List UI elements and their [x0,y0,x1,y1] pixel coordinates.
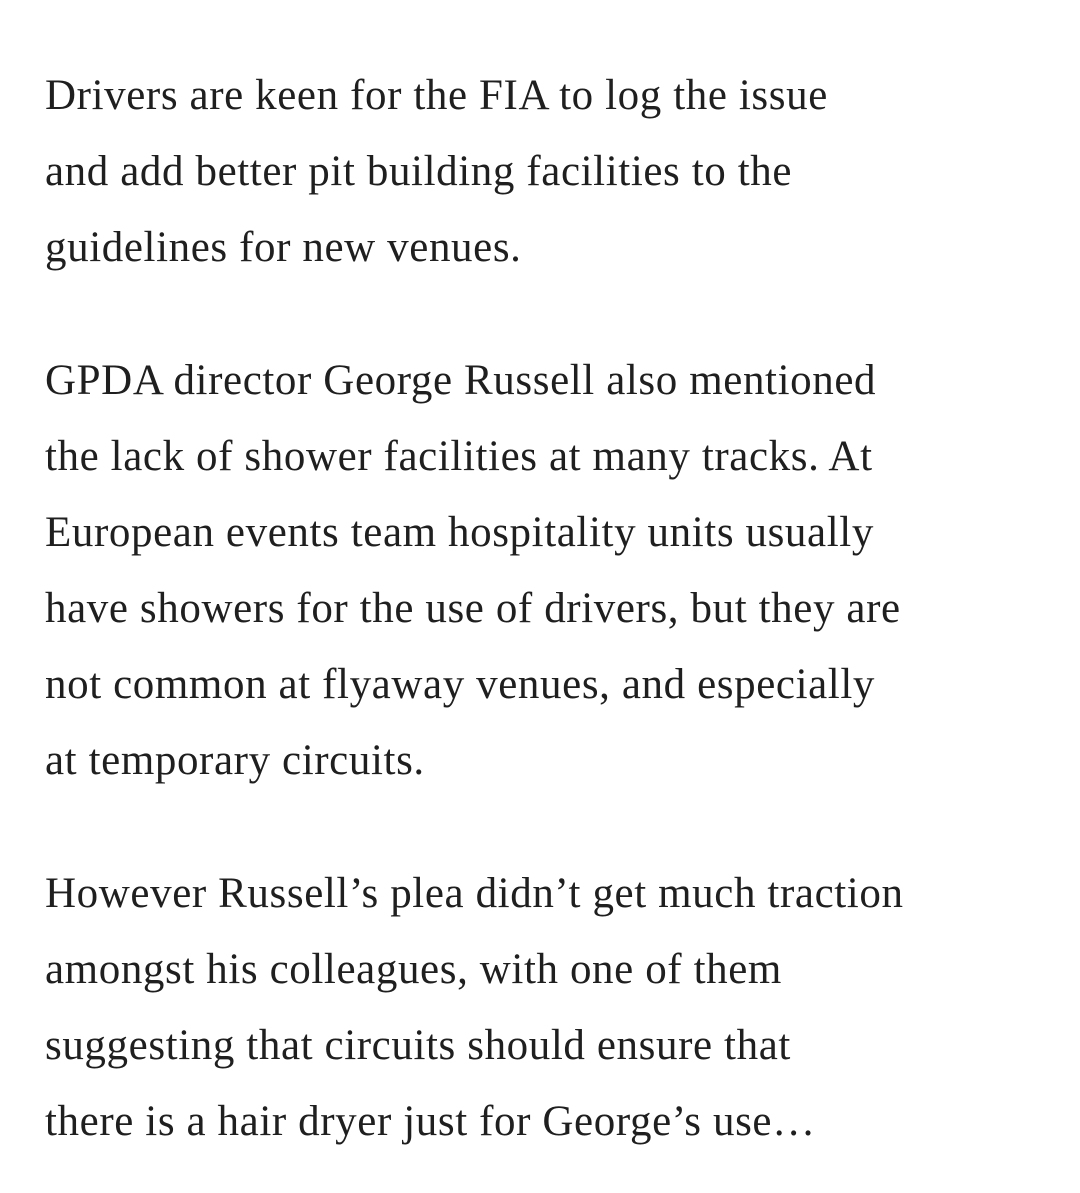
text-line: have showers for the use of drivers, but they are [45,585,901,632]
text-line: there is a hair dryer just for George’s use… [45,1098,816,1145]
text-line: However Russell’s plea didn’t get much traction [45,870,904,917]
text-line: amongst his colleagues, with one of them [45,946,782,993]
paragraph-shower-facilities [45,343,1045,799]
text-line: GPDA director George Russell also mentioned [45,357,877,404]
text-line: European events team hospitality units usually [45,509,874,556]
article-body [45,58,1045,1160]
text-line: and add better pit building facilities to the [45,148,793,195]
paragraph-fia-guidelines [45,58,1045,286]
text-line: the lack of shower facilities at many tracks. At [45,433,873,480]
paragraph-hair-dryer [45,856,1045,1160]
text-line: at temporary circuits. [45,737,425,784]
text-line: not common at flyaway venues, and especially [45,661,876,708]
text-line: guidelines for new venues. [45,224,522,271]
text-line: Drivers are keen for the FIA to log the issue [45,72,828,119]
text-line: suggesting that circuits should ensure that [45,1022,791,1069]
